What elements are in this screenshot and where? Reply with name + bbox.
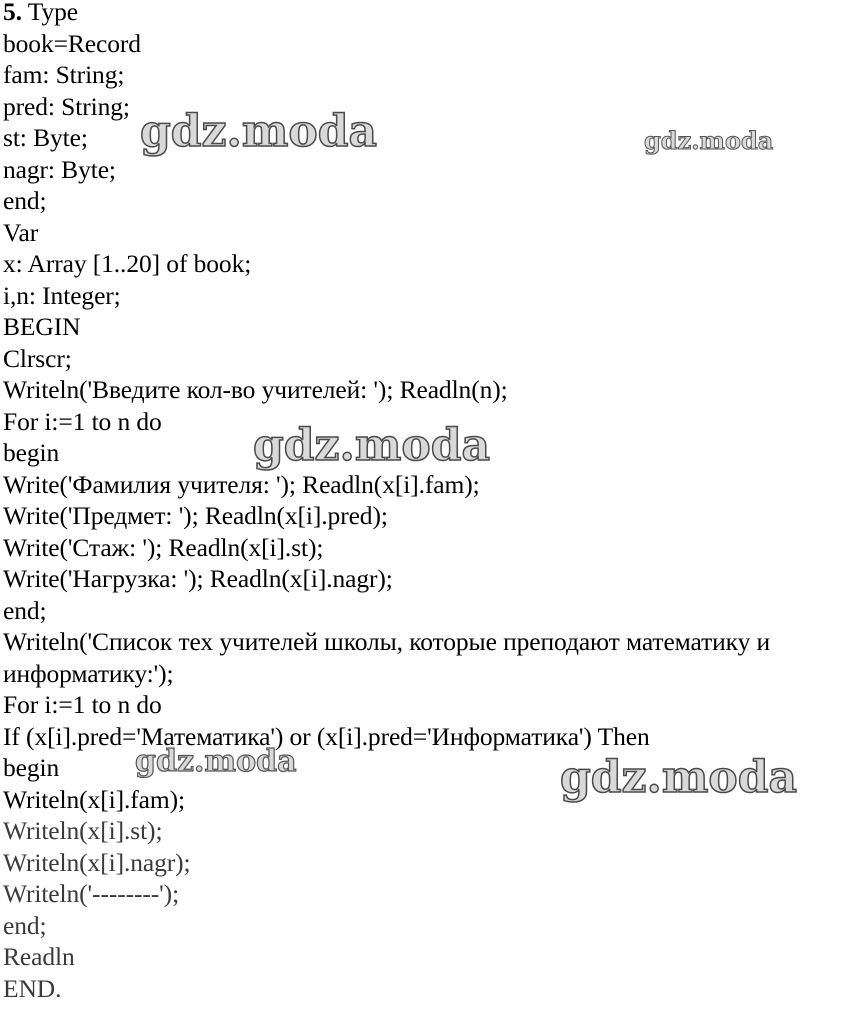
code-line: Writeln('--------'); — [3, 879, 180, 908]
watermark: gdz.moda — [253, 420, 491, 471]
code-line: Write('Фамилия учителя: '); Readln(x[i].fam); — [3, 469, 480, 499]
code-line: Writeln(x[i].st); — [3, 816, 163, 845]
code-line: Var — [3, 217, 39, 247]
code-line: 5. Type — [3, 0, 841, 28]
watermark: gdz.moda — [140, 106, 378, 157]
code-line: END. — [3, 973, 62, 1003]
code-line: Writeln('Введите кол-во учителей: '); Readln(n); — [3, 375, 508, 404]
watermark: gdz.moda — [560, 752, 798, 803]
code-line: Readln — [3, 942, 75, 971]
code-line: Write('Предмет: '); Readln(x[i].pred); — [3, 501, 388, 530]
code-line: Clrscr; — [3, 343, 72, 373]
code-line: For i:=1 to n do — [3, 406, 162, 436]
code-line: If (x[i].pred='Математика') or (x[i].pred='Информатика') Then — [3, 721, 650, 751]
code-line: Writeln(x[i].fam); — [3, 784, 185, 814]
code-line: begin — [3, 438, 60, 467]
code-line: x: Array [1..20] of book; — [3, 249, 252, 278]
code-line: end; — [3, 595, 47, 625]
code-line: i,n: Integer; — [3, 280, 121, 310]
code-line: book=Record — [3, 28, 141, 58]
code-line: Writeln('Список тех учителей школы, которые преподают математику и — [3, 627, 771, 656]
code-line: Write('Стаж: '); Readln(x[i].st); — [3, 532, 324, 562]
code-line: end; — [3, 186, 47, 215]
code-line: Write('Нагрузка: '); Readln(x[i].nagr); — [3, 564, 393, 593]
watermark: gdz.moda — [135, 744, 297, 779]
code-line: end; — [3, 910, 47, 940]
code-line: pred: String; — [3, 91, 130, 121]
code-line: nagr: Byte; — [3, 154, 116, 184]
code-line: begin — [3, 753, 60, 782]
exercise-number: 5. — [3, 0, 22, 26]
code-line: st: Byte; — [3, 123, 88, 152]
code-line: BEGIN — [3, 312, 81, 341]
code-line: For i:=1 to n do — [3, 690, 162, 719]
watermark: gdz.moda — [644, 126, 774, 155]
code-line: информатику:'); — [3, 658, 174, 688]
code-line: fam: String; — [3, 60, 125, 89]
code-line: Writeln(x[i].nagr); — [3, 847, 191, 877]
